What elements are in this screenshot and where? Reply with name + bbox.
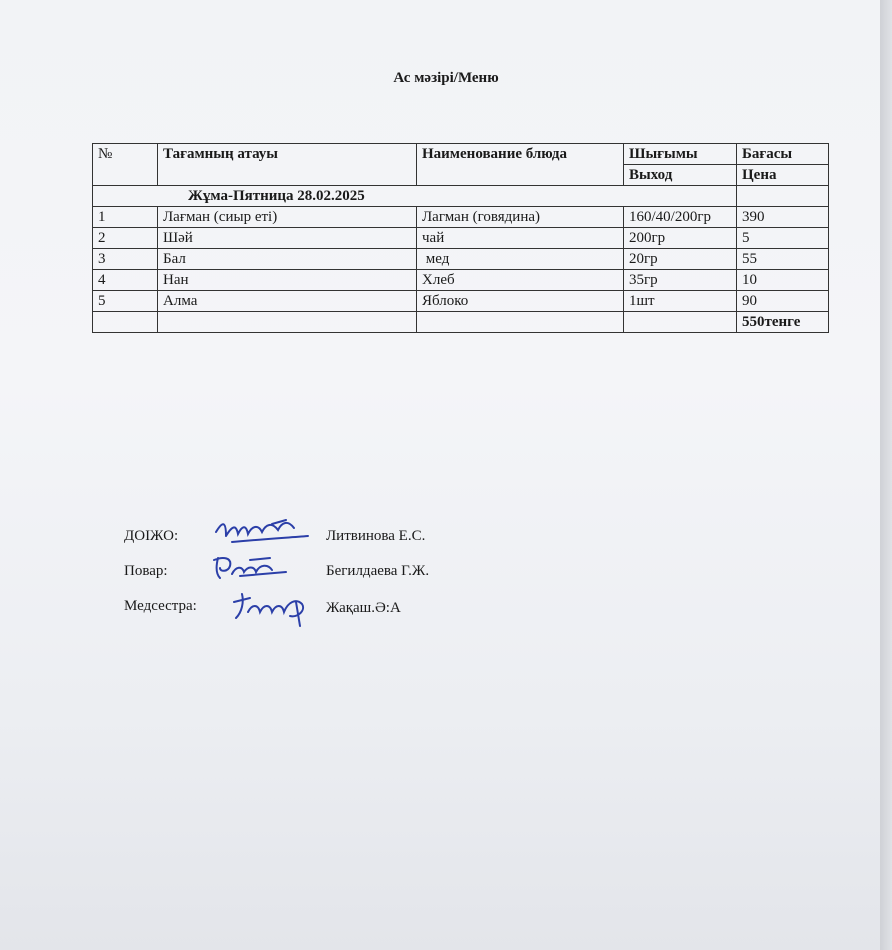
row-num: 5 (93, 291, 158, 312)
day-label: Жұма-Пятница 28.02.2025 (93, 186, 737, 207)
table-row (93, 207, 829, 228)
table-row (93, 291, 829, 312)
header-num: № (93, 144, 158, 186)
staff-name: Литвинова Е.С. (326, 528, 426, 544)
row-yield: 35гр (624, 270, 737, 291)
row-yield: 200гр (624, 228, 737, 249)
staff-name: Бегилдаева Г.Ж. (326, 563, 430, 579)
row-name-kz: Алма (158, 291, 417, 312)
row-price: 10 (737, 270, 829, 291)
row-name-ru: чай (417, 228, 624, 249)
signature-begildaeva (210, 552, 290, 584)
row-price: 90 (737, 291, 829, 312)
row-name-ru: Яблоко (417, 291, 624, 312)
row-num: 4 (93, 270, 158, 291)
row-yield: 20гр (624, 249, 737, 270)
table-row (93, 228, 829, 249)
menu-table (92, 143, 829, 333)
row-name-kz: Бал (158, 249, 417, 270)
row-yield: 1шт (624, 291, 737, 312)
row-name-kz: Нан (158, 270, 417, 291)
header-yield-kz: Шығымы (624, 144, 737, 165)
header-name-ru: Наименование блюда (417, 144, 624, 186)
day-row (93, 186, 829, 207)
header-row-kz (93, 144, 829, 165)
table-row (93, 270, 829, 291)
page-edge (880, 0, 892, 950)
row-name-kz: Шәй (158, 228, 417, 249)
role-label: Повар: (124, 563, 168, 579)
row-name-ru: Хлеб (417, 270, 624, 291)
staff-name: Жақаш.Ә:А (326, 600, 401, 616)
header-price-ru: Цена (737, 165, 829, 186)
row-price: 55 (737, 249, 829, 270)
header-name-kz: Тағамның атауы (158, 144, 417, 186)
table-row (93, 249, 829, 270)
row-name-ru: мед (417, 249, 624, 270)
role-label: Медсестра: (124, 598, 197, 614)
row-price: 5 (737, 228, 829, 249)
row-name-ru: Лагман (говядина) (417, 207, 624, 228)
row-name-kz: Лағман (сиыр еті) (158, 207, 417, 228)
header-price-kz: Бағасы (737, 144, 829, 165)
signature-zhakash (230, 588, 320, 628)
row-num: 3 (93, 249, 158, 270)
row-num: 1 (93, 207, 158, 228)
row-num: 2 (93, 228, 158, 249)
signature-litvinova (212, 512, 312, 550)
role-label: ДОІЖО: (124, 528, 179, 544)
row-price: 390 (737, 207, 829, 228)
total-row (93, 312, 829, 333)
total-price: 550тенге (737, 312, 829, 333)
row-yield: 160/40/200гр (624, 207, 737, 228)
page-title: Ас мәзірі/Меню (393, 70, 499, 86)
header-yield-ru: Выход (624, 165, 737, 186)
